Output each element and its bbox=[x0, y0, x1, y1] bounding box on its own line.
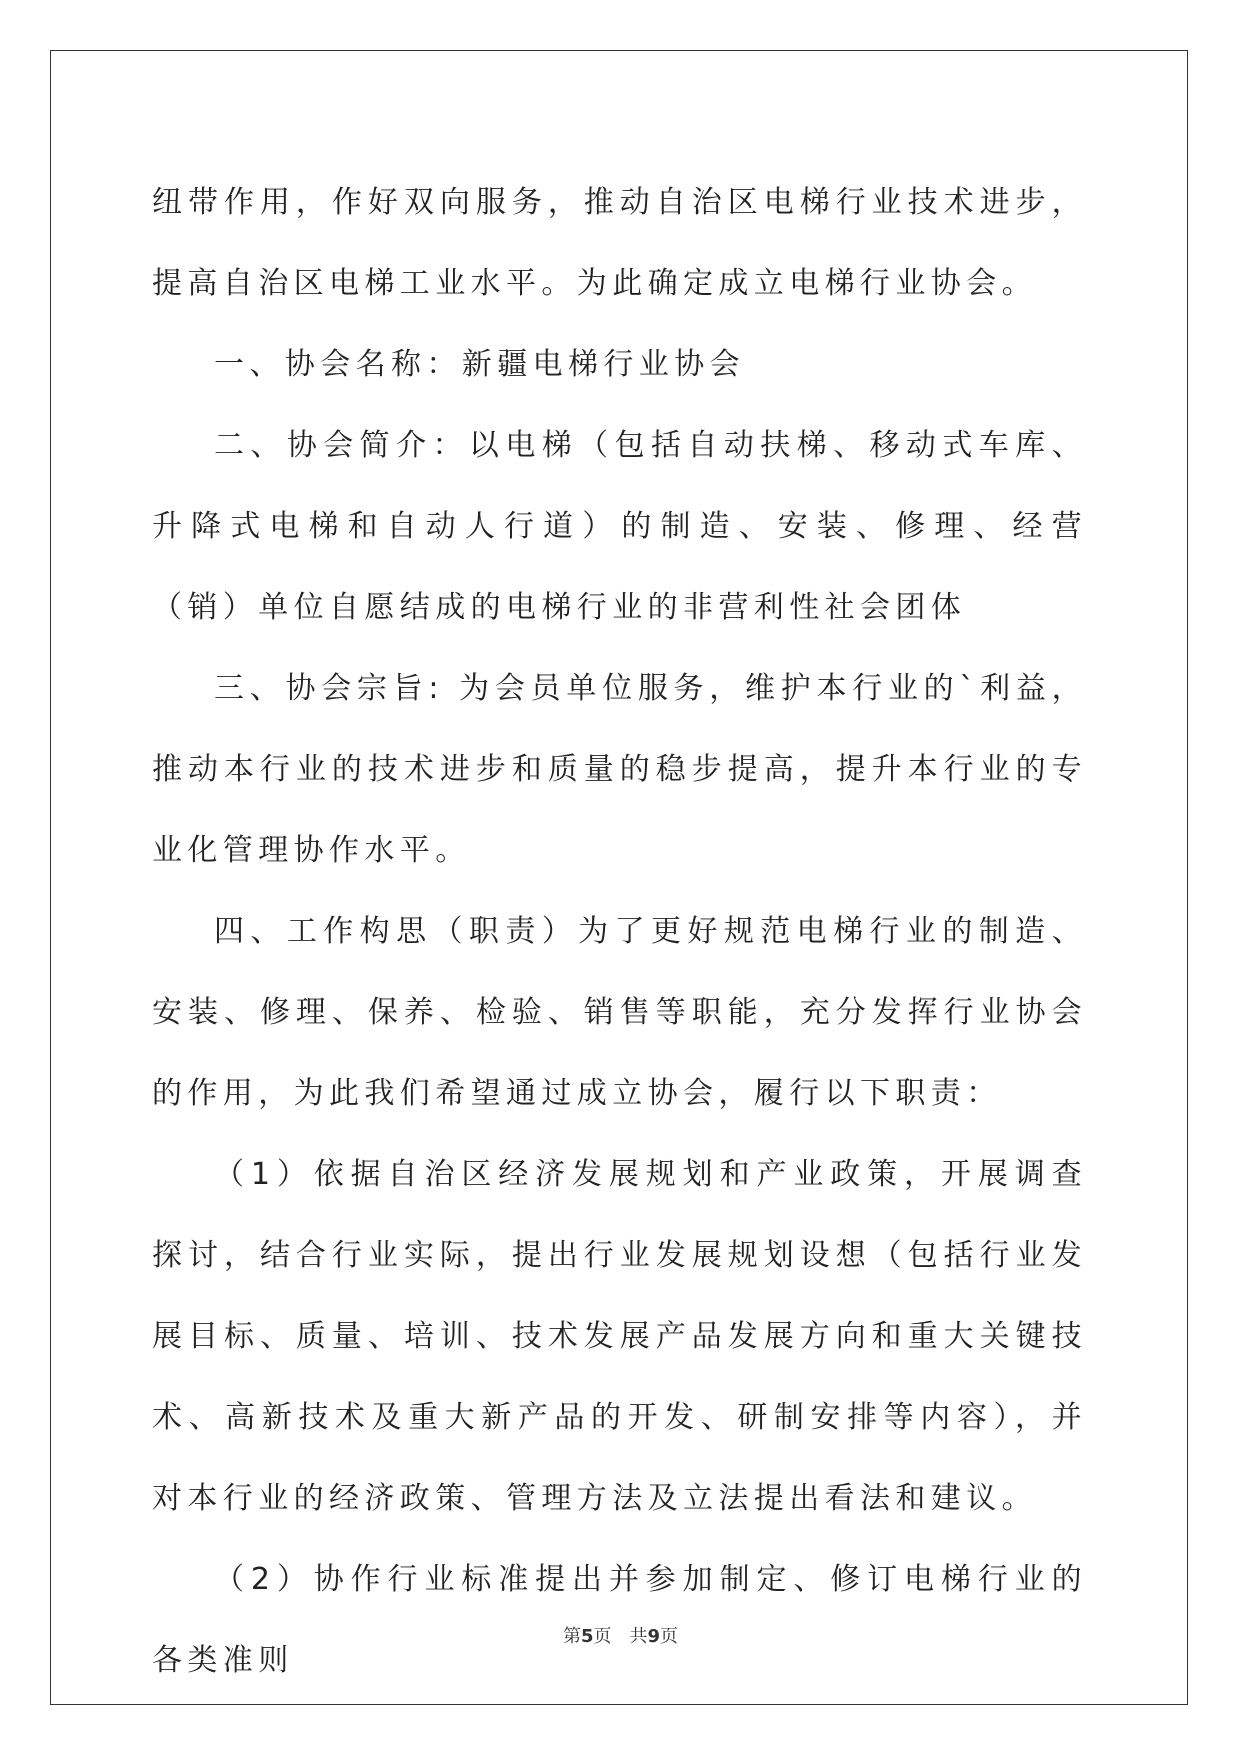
paragraph-7: （2）协作行业标准提出并参加制定、修订电梯行业的各类准则 bbox=[152, 1562, 1087, 1678]
footer-suffix: 页 bbox=[660, 1626, 679, 1647]
footer-total-pages: 9 bbox=[647, 1626, 661, 1647]
paragraph-5: 四、工作构思（职责）为了更好规范电梯行业的制造、安装、修理、保养、检验、销售等职能，充分发挥行业协会的作用，为此我们希望通过成立协会，履行以下职责： bbox=[152, 914, 1087, 1111]
footer-prefix: 第 bbox=[562, 1626, 581, 1647]
paragraph-4: 三、协会宗旨: 为会员单位服务，维护本行业的`利益，推动本行业的技术进步和质量的稳步提高，提升本行业的专业化管理协作水平。 bbox=[152, 671, 1087, 868]
paragraph-1: 纽带作用，作好双向服务，推动自治区电梯行业技术进步，提高自治区电梯工业水平。为此确定成立电梯行业协会。 bbox=[152, 185, 1087, 301]
footer-middle: 页 共 bbox=[593, 1626, 648, 1647]
footer-current-page: 5 bbox=[580, 1626, 594, 1647]
paragraph-2: 一、协会名称：新疆电梯行业协会 bbox=[214, 347, 745, 382]
document-body bbox=[152, 162, 1087, 1701]
paragraph-3: 二、协会简介：以电梯（包括自动扶梯、移动式车库、升降式电梯和自动人行道）的制造、安装、修理、经营（销）单位自愿结成的电梯行业的非营利性社会团体 bbox=[152, 428, 1087, 625]
page-footer bbox=[0, 1622, 1241, 1648]
paragraph-6: （1）依据自治区经济发展规划和产业政策，开展调查探讨，结合行业实际，提出行业发展规划设想（包括行业发展目标、质量、培训、技术发展产品发展方向和重大关键技术、高新技术及重大新产品的开发、研制安排等内容），并对本行业的经济政策、管理方法及立法提出看法和建议。 bbox=[152, 1157, 1087, 1516]
